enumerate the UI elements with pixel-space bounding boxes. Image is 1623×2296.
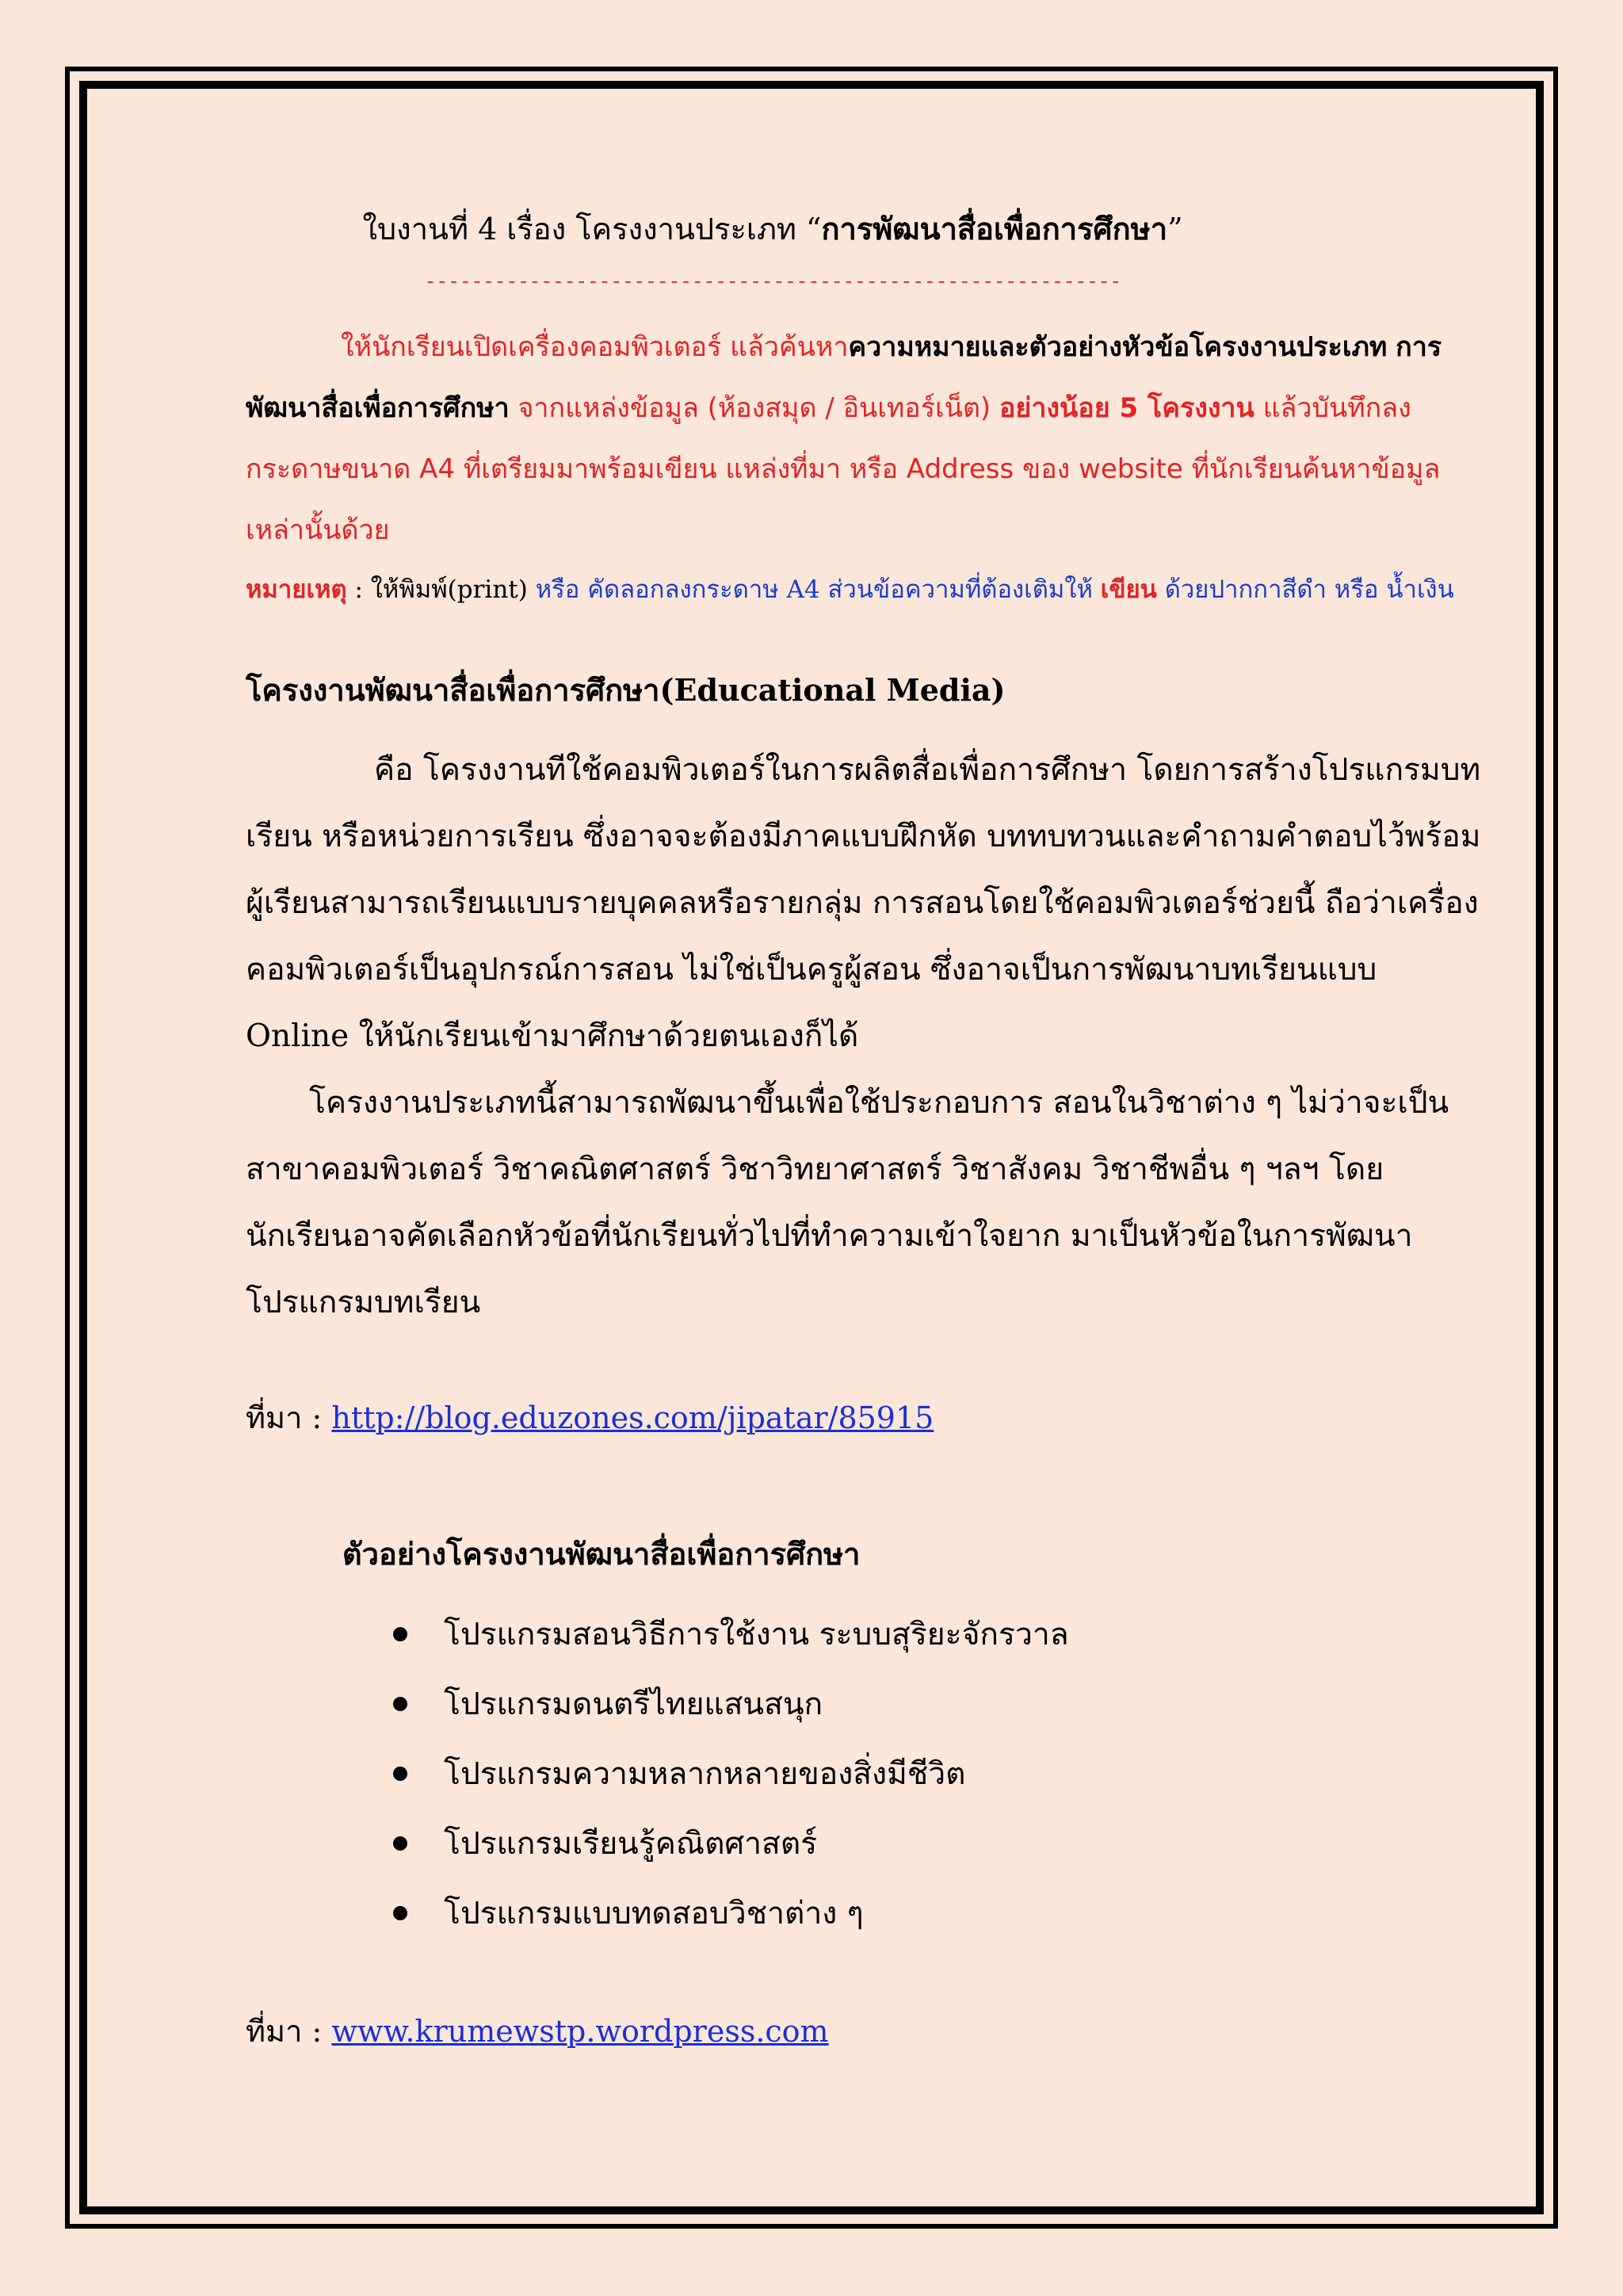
examples-heading: ตัวอย่างโครงงานพัฒนาสื่อเพื่อการศึกษา — [342, 1536, 861, 1572]
scope-paragraph: โครงงานประเภทนี้สามารถพัฒนาขึ้นเพื่อใช้ประกอบการ สอนในวิชาต่าง ๆ ไม่ว่าจะเป็นสาขาคอมพิวเตอร์ วิชาคณิตศาสตร์ วิชาวิทยาศาสตร์ วิชาสังคม วิชาชีพอื่น ๆ ฯลฯ โดยนักเรียนอาจคัดเลือกหัวข้อที่นักเรียนทั่วไปที่ทำความเข้าใจยาก มาเป็นหัวข้อในการพัฒนาโปรแกรมบทเรียน — [246, 1085, 1449, 1320]
section-heading: โครงงานพัฒนาสื่อเพื่อการศึกษา(Educational Media) — [246, 672, 1006, 708]
source-line-1: ที่มา : http://blog.eduzones.com/jipatar/85915 — [246, 1400, 934, 1435]
divider: ------------------------------------------------------------ — [424, 269, 1121, 293]
note: หมายเหตุ : ให้พิมพ์(print) หรือ คัดลอกลงกระดาษ A4 ส่วนข้อความที่ต้องเติมให้ เขียน ด้วยปากกาสีดำ หรือ น้ำเงิน — [246, 575, 1454, 604]
bullet-icon — [393, 1767, 407, 1781]
bullet-icon — [393, 1906, 407, 1920]
source-link-2[interactable]: www.krumewstp.wordpress.com — [331, 2014, 829, 2049]
definition-paragraph: คือ โครงงานทีใช้คอมพิวเตอร์ในการผลิตสื่อเพื่อการศึกษา โดยการสร้างโปรแกรมบทเรียน หรือหน่วยการเรียน ซึ่งอาจจะต้องมีภาคแบบฝึกหัด บททบทวนและคำถามคำตอบไว้พร้อม ผู้เรียนสามารถเรียนแบบรายบุคคลหรือรายกลุ่ม การสอนโดยใช้คอมพิวเตอร์ช่วยนี้ ถือว่าเครื่องคอมพิวเตอร์เป็นอุปกรณ์การสอน ไม่ใช่เป็นครูผู้สอน ซึ่งอาจเป็นการพัฒนาบทเรียนแบบ Online ให้นักเรียนเข้ามาศึกษาด้วยตนเองก็ได้ — [246, 752, 1481, 1054]
list-item: โปรแกรมความหลากหลายของสิ่งมีชีวิต — [393, 1739, 1069, 1809]
bullet-icon — [393, 1627, 407, 1641]
list-item: โปรแกรมสอนวิธีการใช้งาน ระบบสุริยะจักรวาล — [393, 1599, 1069, 1669]
bullet-icon — [393, 1697, 407, 1711]
list-item: โปรแกรมแบบทดสอบวิชาต่าง ๆ — [393, 1878, 1069, 1948]
source-link-1[interactable]: http://blog.eduzones.com/jipatar/85915 — [331, 1400, 934, 1435]
list-item: โปรแกรมดนตรีไทยแสนสนุก — [393, 1669, 1069, 1739]
bullet-icon — [393, 1836, 407, 1851]
worksheet-title: ใบงานที่ 4 เรื่อง โครงงานประเภท “การพัฒนาสื่อเพื่อการศึกษา” — [362, 212, 1183, 246]
examples-list — [393, 1599, 1069, 1948]
list-item: โปรแกรมเรียนรู้คณิตศาสตร์ — [393, 1809, 1069, 1878]
instruction: ให้นักเรียนเปิดเครื่องคอมพิวเตอร์ แล้วค้นหาความหมายและตัวอย่างหัวข้อโครงงานประเภท การพัฒนาสื่อเพื่อการศึกษา จากแหล่งข้อมูล (ห้องสมุด / อินเทอร์เน็ต) อย่างน้อย 5 โครงงาน แล้วบันทึกลงกระดาษขนาด A4 ที่เตรียมมาพร้อมเขียน แหล่งที่มา หรือ Address ของ website ที่นักเรียนค้นหาข้อมูลเหล่านั้นด้วย — [246, 331, 1442, 546]
source-line-2: ที่มา : www.krumewstp.wordpress.com — [246, 2014, 829, 2049]
